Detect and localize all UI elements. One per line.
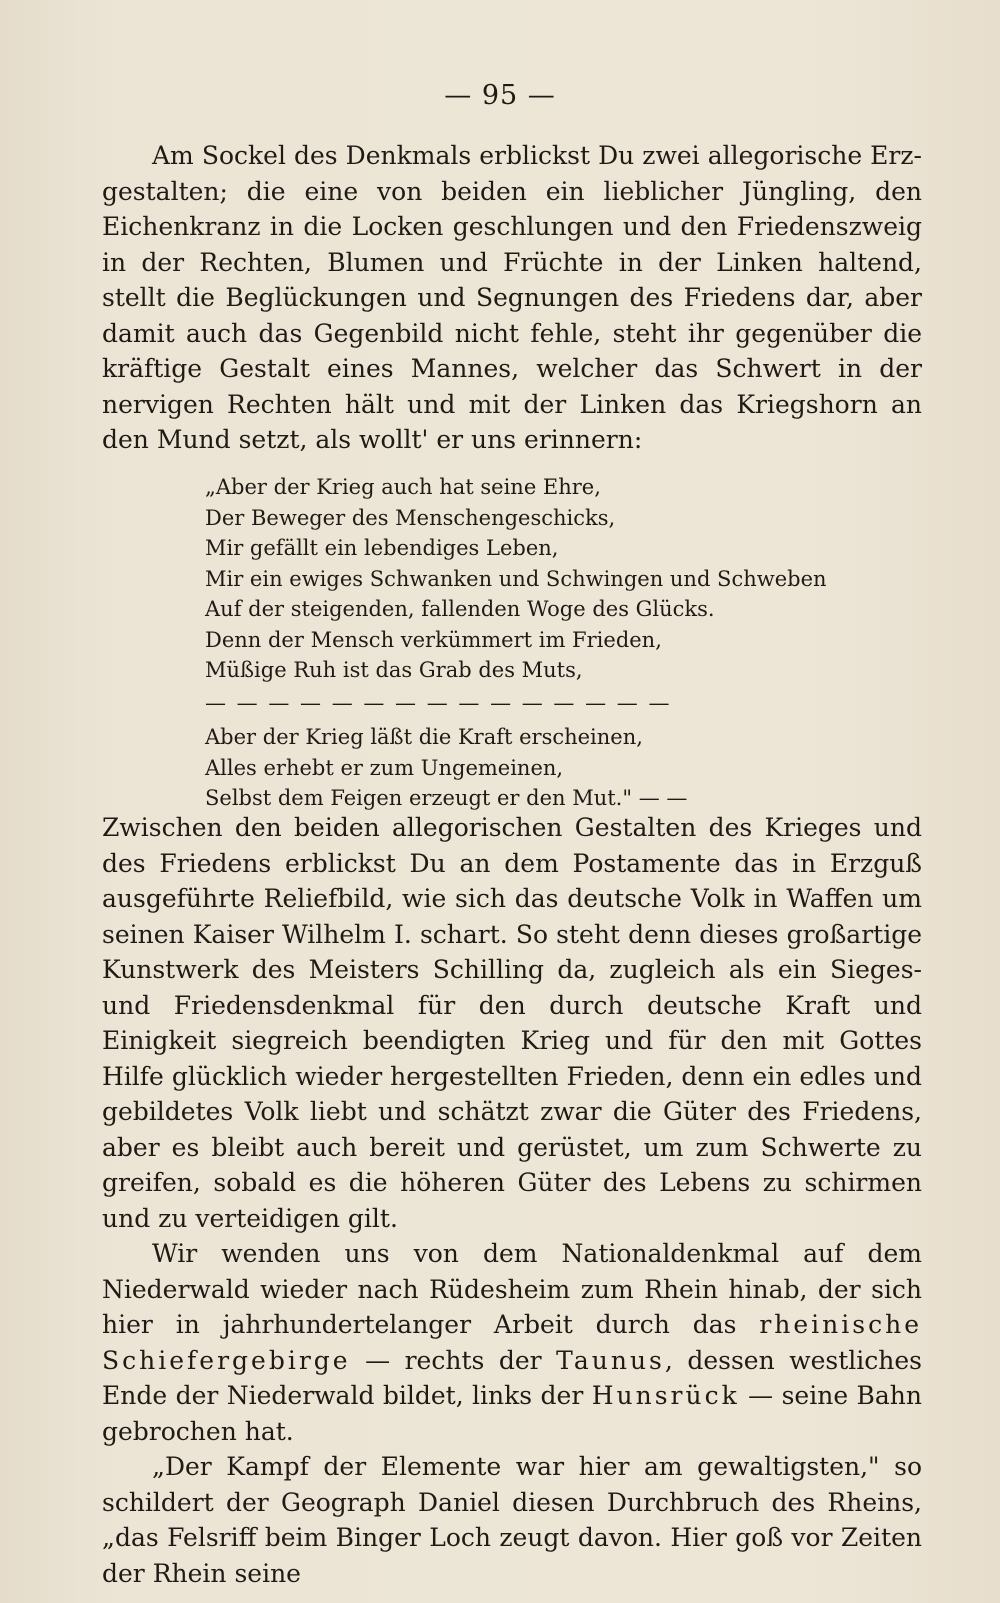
paragraph-zwischen: Zwischen den beiden allegorischen Gestalten des Krieges und des Friedens erblickst Du an dem Postamente das in Erzguß ausgeführte Reliefbild, wie sich das deutsche Volk in Waffen um seinen Kaiser Wilhelm I. schart. So steht denn dieses großartige Kunstwerk des Meisters Schilling da, zugleich als ein Sieges- und Friedensdenkmal für den durch deutsche Kraft und Einigkeit siegreich beendigten Krieg und für den mit Gottes Hilfe glücklich wieder hergestellten Frieden, denn ein edles und gebildetes Volk liebt und schätzt zwar die Güter des Friedens, aber es bleibt auch bereit und gerüstet, um zum Schwerte zu greifen, sobald es die höheren Güter des Lebens zu schirmen und zu verteidigen gilt. [102, 813, 922, 1233]
emphasis-hunsrueck: Hunsrück [591, 1381, 740, 1410]
poem-line: Mir ein ewiges Schwanken und Schwingen und Schweben [205, 566, 827, 591]
page-number: — 95 — [444, 80, 556, 111]
paragraph-wir-wenden [102, 1236, 922, 1449]
poem-line: Aber der Krieg läßt die Kraft erscheinen, [205, 725, 643, 749]
poem-line: Alles erhebt er zum Ungemeinen, [205, 755, 564, 780]
text-run: — seine Bahn gebrochen hat. [102, 1381, 923, 1446]
poem-quote [205, 472, 827, 814]
emphasis-taunus: Taunus [556, 1345, 665, 1375]
text-block-top [102, 138, 922, 458]
emphasis-schiefergebirge: rheinische Schiefergebirge [102, 1310, 922, 1375]
text-run: Wir wenden uns von dem Nationaldenkmal auf dem Niederwald wieder nach Rüdesheim zum Rhein hinab, der sich hier in jahrhundertelanger Arbeit durch das [102, 1239, 922, 1339]
text-block-bottom [102, 810, 922, 1591]
poem-line: Auf der steigenden, fallenden Woge des Glücks. [205, 597, 715, 621]
poem-ellipsis-dashes: — — — — — — — — — — — — — — — [205, 690, 672, 715]
poem-line: „Aber der Krieg auch hat seine Ehre, [205, 475, 601, 499]
poem-line: Mir gefällt ein lebendiges Leben, [205, 536, 559, 560]
poem-line: Denn der Mensch verkümmert im Frieden, [205, 627, 662, 652]
text-run: , dessen westliches Ende der Niederwald bildet, links der [102, 1345, 923, 1410]
text-run: — rechts der [350, 1345, 557, 1375]
poem-line: Müßige Ruh ist das Grab des Muts, [205, 658, 583, 682]
paragraph-kampf: „Der Kampf der Elemente war hier am gewaltigsten," so schildert der Geograph Daniel diesen Durchbruch des Rheins, „das Felsriff beim Binger Loch zeugt davon. Hier goß vor Zeiten der Rhein seine [102, 1452, 922, 1588]
paragraph-sockel: Am Sockel des Denkmals erblickst Du zwei allegorische Erzgestalten; die eine von beiden ein lieblicher Jüngling, den Eichenkranz in die Locken geschlungen und den Friedenszweig in der Rechten, Blumen und Früchte in der Linken haltend, stellt die Beglückungen und Segnungen des Friedens dar, aber damit auch das Gegenbild nicht fehle, steht ihr gegenüber die kräftige Gestalt eines Mannes, welcher das Schwert in der nervigen Rechten hält und mit der Linken das Kriegshorn an den Mund setzt, als wollt' er uns erinnern: [102, 141, 922, 454]
poem-line: Der Beweger des Menschengeschicks, [205, 505, 616, 530]
poem-line: Selbst dem Feigen erzeugt er den Mut." — — [205, 786, 688, 810]
